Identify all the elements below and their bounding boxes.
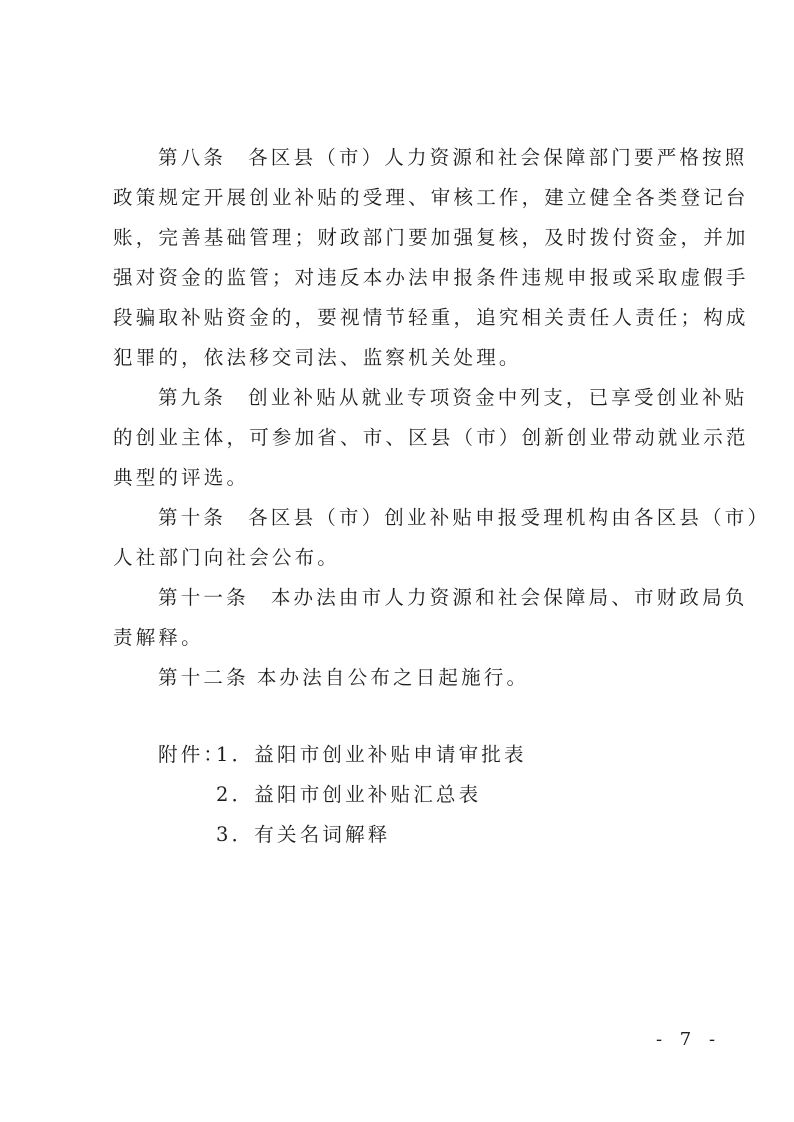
attachment-item-3: 3．有关名词解释: [216, 823, 391, 846]
article-8-line-1: [158, 146, 748, 170]
article-8-line-3: 账，完善基础管理；财政部门要加强复核，及时拨付资金，并加: [113, 226, 749, 249]
article-11-heading: 第十一条: [158, 586, 249, 609]
article-9-text: 创业补贴从就业专项资金中列支，已享受创业补贴: [248, 386, 748, 409]
article-9-line-3: 典型的评选。: [113, 466, 250, 489]
article-9-heading: 第九条: [158, 386, 227, 409]
article-9-line-1: [158, 386, 748, 410]
article-11-line-2: 责解释。: [113, 626, 204, 649]
article-12-heading: 第十二条: [158, 666, 249, 689]
article-11-line-1: [158, 586, 748, 610]
attachments-label: 附件：: [158, 743, 227, 766]
page-number: - 7 -: [656, 1029, 722, 1050]
attachment-item-2: 2．益阳市创业补贴汇总表: [216, 783, 482, 806]
article-12-text: 本办法自公布之日起施行。: [256, 666, 530, 689]
article-9-line-2: 的创业主体，可参加省、市、区县（市）创新创业带动就业示范: [113, 426, 749, 449]
attachment-item-1: 1．益阳市创业补贴申请审批表: [216, 743, 527, 766]
article-12-line-1: [158, 666, 529, 690]
article-11-text: 本办法由市人力资源和社会保障局、市财政局负: [270, 586, 748, 609]
article-8-line-6: 犯罪的，依法移交司法、监察机关处理。: [113, 346, 522, 369]
article-10-line-1: [158, 506, 770, 530]
article-8-line-2: 政策规定开展创业补贴的受理、审核工作，建立健全各类登记台: [113, 186, 749, 209]
article-8-line-5: 段骗取补贴资金的，要视情节轻重，追究相关责任人责任；构成: [113, 306, 749, 329]
article-10-heading: 第十条: [158, 506, 227, 529]
article-10-line-2: 人社部门向社会公布。: [113, 546, 341, 569]
article-8-line-4: 强对资金的监管；对违反本办法申报条件违规申报或采取虚假手: [113, 266, 749, 289]
article-8-heading: 第八条: [158, 146, 227, 169]
article-8-text: 各区县（市）人力资源和社会保障部门要严格按照: [248, 146, 748, 169]
article-10-text: 各区县（市）创业补贴申报受理机构由各区县（市）: [248, 506, 771, 529]
